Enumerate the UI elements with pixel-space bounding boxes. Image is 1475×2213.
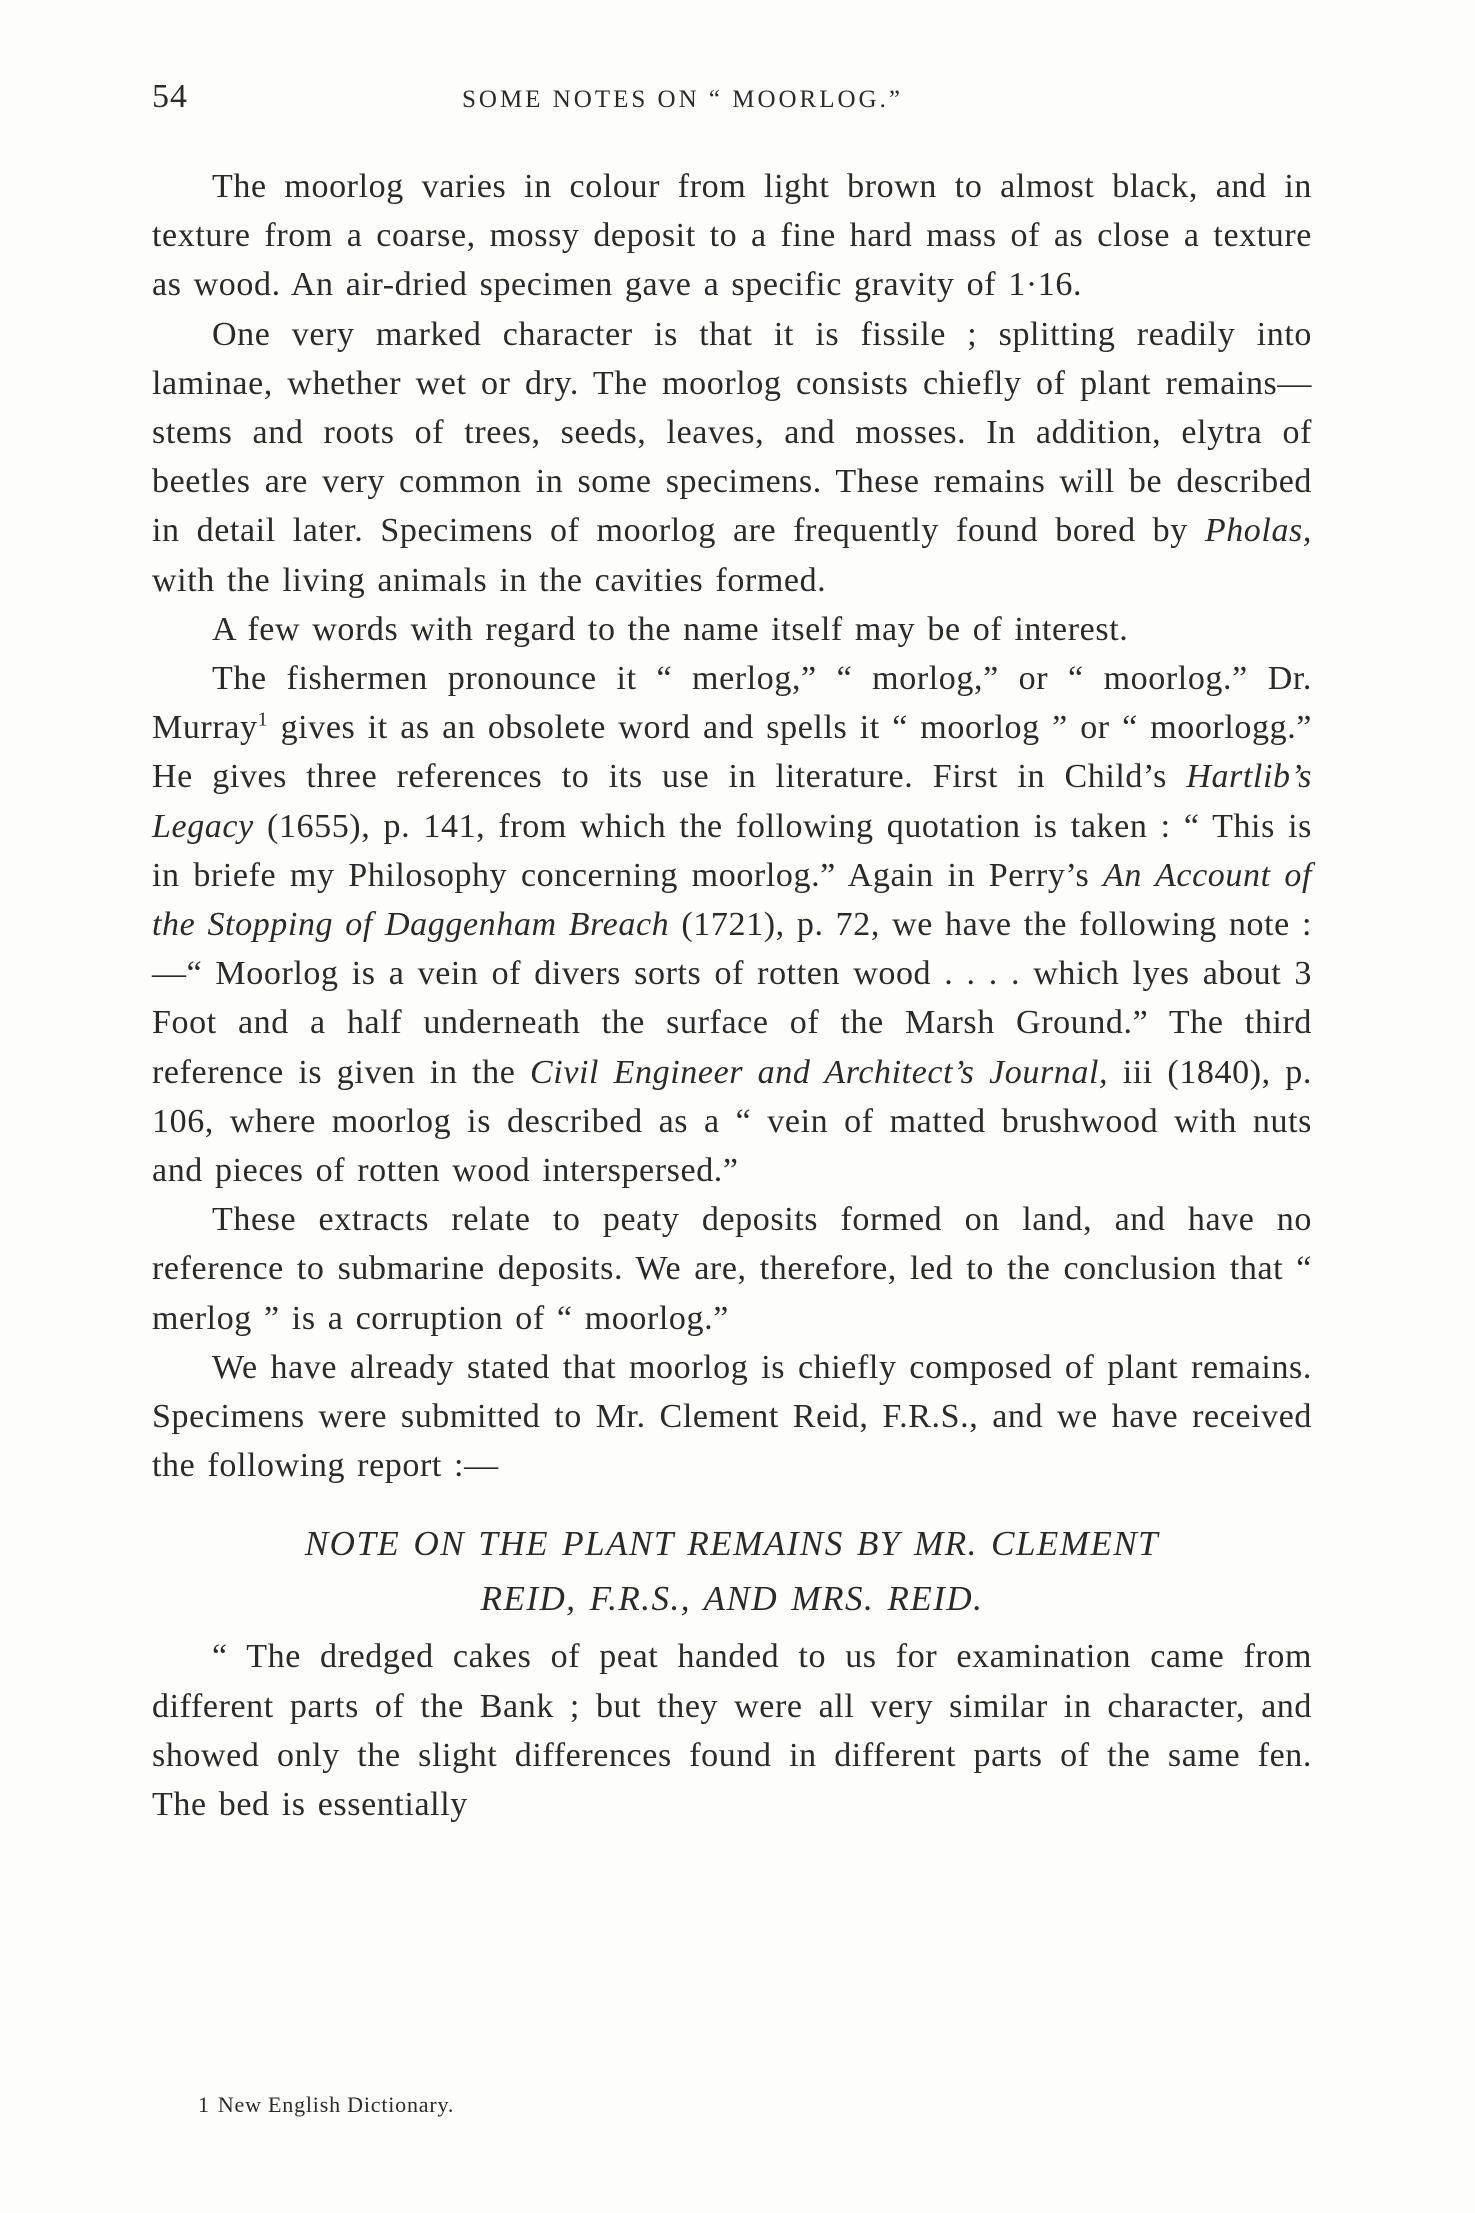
footnote-text: New English Dictionary.	[217, 2092, 455, 2117]
paragraph-name-intro	[152, 605, 1312, 654]
paragraph-extracts	[152, 1195, 1312, 1343]
paragraph-text: A few words with regard to the name itself may be of interest.	[212, 610, 1129, 648]
paragraph-text: One very marked character is that it is fissile ; splitting readily into laminae, whether wet or dry. The moorlog consists chiefly of plant remains—stems and roots of trees, seeds, leaves, and mosses. In addition, elytra of beetles are very common in some specimens. These remains will be described in detail later. Specimens of moorlog are frequently found bored by	[152, 315, 1312, 550]
paragraph-text: (1721), p. 72, we have the following note :—“ Moorlog is a vein of divers sorts of rotten wood . . . . which lyes about 3 Foot and a half underneath the surface of the Marsh Ground.” The third reference is given in the	[152, 906, 1313, 1091]
paragraph-text: iii (1840), p. 106, where moorlog is described as a “ vein of matted brushwood with nuts and pieces of rotten wood interspersed.”	[152, 1053, 1312, 1190]
paragraph-text: “ The dredged cakes of peat handed to us for examination came from different parts of the Bank ; but they were all very similar in character, and showed only the slight differences found in different parts of the same fen. The bed is essentially	[152, 1638, 1312, 1824]
paragraph-text: (1655), p. 141, from which the following quotation is taken : “ This is in briefe my Philosophy concerning moorlog.” Again in Perry’s	[152, 807, 1312, 894]
paragraph-text: gives it as an obsolete word and spells it “ moorlog ” or “ moorlogg.” He gives three references to its use in literature. First in Child’s	[152, 709, 1312, 796]
italic-term-pholas: Pholas,	[1204, 512, 1312, 550]
paragraph-colour-texture	[152, 162, 1312, 310]
paragraph-text: with the living animals in the cavities formed.	[152, 561, 827, 599]
paragraph-text: We have already stated that moorlog is chiefly composed of plant remains. Specimens were submitted to Mr. Clement Reid, F.R.S., and we have received the following report :—	[152, 1348, 1312, 1485]
paragraph-text: These extracts relate to peaty deposits formed on land, and have no reference to submarine deposits. We are, therefore, led to the conclusion that “ merlog ” is a corruption of “ moorlog.”	[152, 1201, 1312, 1337]
page-number: 54	[152, 78, 188, 115]
paragraph-fissile	[152, 310, 1312, 605]
paragraph-text: The fishermen pronounce it “ merlog,” “ morlog,” or “ moorlog.” Dr. Murray	[152, 660, 1312, 747]
paragraph-murray	[152, 654, 1312, 1195]
paragraph-report	[152, 1632, 1312, 1829]
section-heading-line: NOTE ON THE PLANT REMAINS BY MR. CLEMENT	[304, 1524, 1160, 1564]
footnote-reference: 1	[257, 708, 269, 731]
running-head: SOME NOTES ON “ MOORLOG.”	[462, 86, 903, 113]
journal-title: Civil Engineer and Architect’s Journal,	[530, 1053, 1109, 1091]
body-text	[152, 162, 1312, 1829]
section-heading	[152, 1516, 1312, 1626]
paragraph-text: The moorlog varies in colour from light brown to almost black, and in texture from a coarse, mossy deposit to a fine hard mass of as close a texture as wood. An air-dried specimen gave a specific gravity of 1·16.	[152, 168, 1312, 304]
book-title-hartlib: Hartlib’s Legacy	[152, 758, 1312, 845]
footnote	[198, 2092, 454, 2118]
footnote-mark: 1	[198, 2092, 210, 2117]
book-title-perry: An Account of the Stopping of Daggenham Breach	[152, 856, 1312, 944]
paragraph-plant-remains	[152, 1343, 1312, 1491]
page-header	[152, 78, 1312, 128]
section-heading-line: REID, F.R.S., AND MRS. REID.	[480, 1579, 984, 1619]
